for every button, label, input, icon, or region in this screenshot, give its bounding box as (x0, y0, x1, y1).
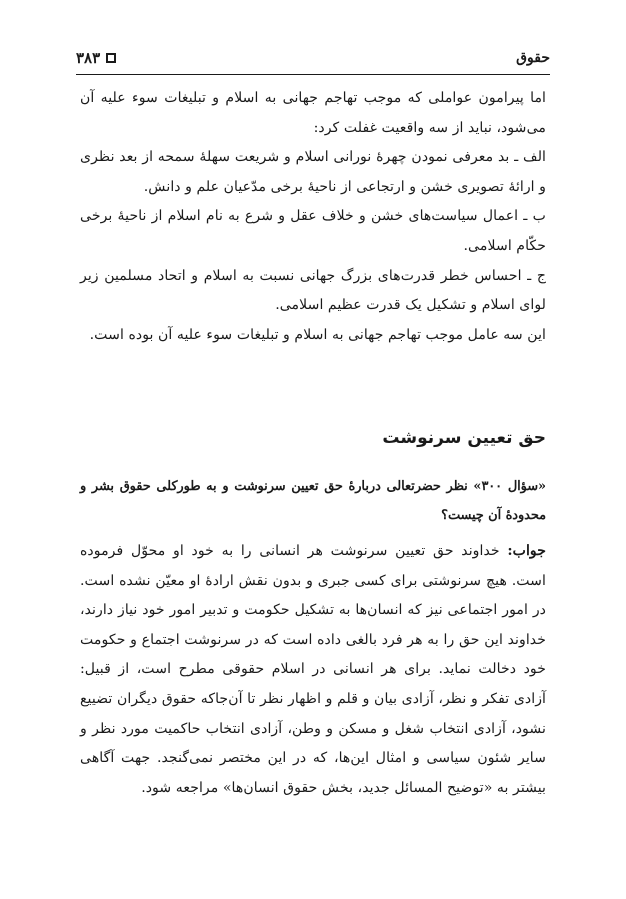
page-header (76, 44, 550, 72)
running-title: حقوق (516, 50, 550, 66)
section-heading: حق تعیین سرنوشت (382, 428, 546, 448)
intro-text (80, 84, 546, 350)
answer-text: خداوند حق تعیین سرنوشت هر انسانی را به خود او محوّل فرموده است. هیچ سرنوشتی برای کسی جبری و بدون نقش ارادهٔ او معیّن نشده است. در امور اجتماعی نیز که انسان‌ها به تشکیل حکومت و تدبیر امور خود نیاز دارند، خداوند این حق را به هر فرد بالغی داده است که در سرنوشت اجتماع و حکومت خود دخالت نماید. برای هر انسانی در اسلام حقوقی مطرح است، از قبیل: آزادی تفکر و نظر، آزادی بیان و قلم و اظهار نظر تا آن‌جاکه حقوق دیگران تضییع نشود، آزادی انتخاب شغل و مسکن و وطن، آزادی انتخاب حاکمیت مورد نظر و سایر شئون سیاسی و امثال این‌ها، که در این مختصر نمی‌گنجد. جهت آگاهی بیشتر به «توضیح المسائل جدید، بخش حقوق انسان‌ها» مراجعه شود. (80, 543, 546, 796)
answer-label: جواب: (507, 543, 546, 559)
question-text: «سؤال ۳۰۰» نظر حضرتعالی دربارهٔ حق تعیین سرنوشت و به طورکلی حقوق بشر و محدودهٔ آن چیست؟ (80, 479, 547, 523)
list-item-alef: الف ـ بد معرفی نمودن چهرهٔ نورانی اسلام و شریعت سهلهٔ سمحه از بعد نظری و ارائهٔ تصویری خشن و ارتجاعی از ناحیهٔ برخی مدّعیان علم و دانش. (80, 149, 546, 195)
square-bullet-icon (106, 53, 116, 63)
paragraph-intro: اما پیرامون عواملی که موجب تهاجم جهانی به اسلام و تبلیغات سوء علیه آن می‌شود، نباید از سه واقعیت غفلت کرد: (80, 90, 546, 136)
page-number-group (76, 49, 116, 67)
answer-block (80, 537, 546, 803)
answer-paragraph (80, 537, 546, 803)
paragraph-conclusion: این سه عامل موجب تهاجم جهانی به اسلام و تبلیغات سوء علیه آن بوده است. (89, 326, 546, 343)
header-divider (76, 74, 550, 75)
page-number: ۳۸۳ (76, 49, 101, 67)
list-item-jim: ج ـ احساس خطر قدرت‌های بزرگ جهانی نسبت به اسلام و اتحاد مسلمین زیر لوای اسلام و تشکیل یک قدرت عظیم اسلامی. (80, 267, 546, 314)
list-item-be: ب ـ اعمال سیاست‌های خشن و خلاف عقل و شرع به نام اسلام از ناحیهٔ برخی حکّام اسلامی. (80, 208, 546, 254)
